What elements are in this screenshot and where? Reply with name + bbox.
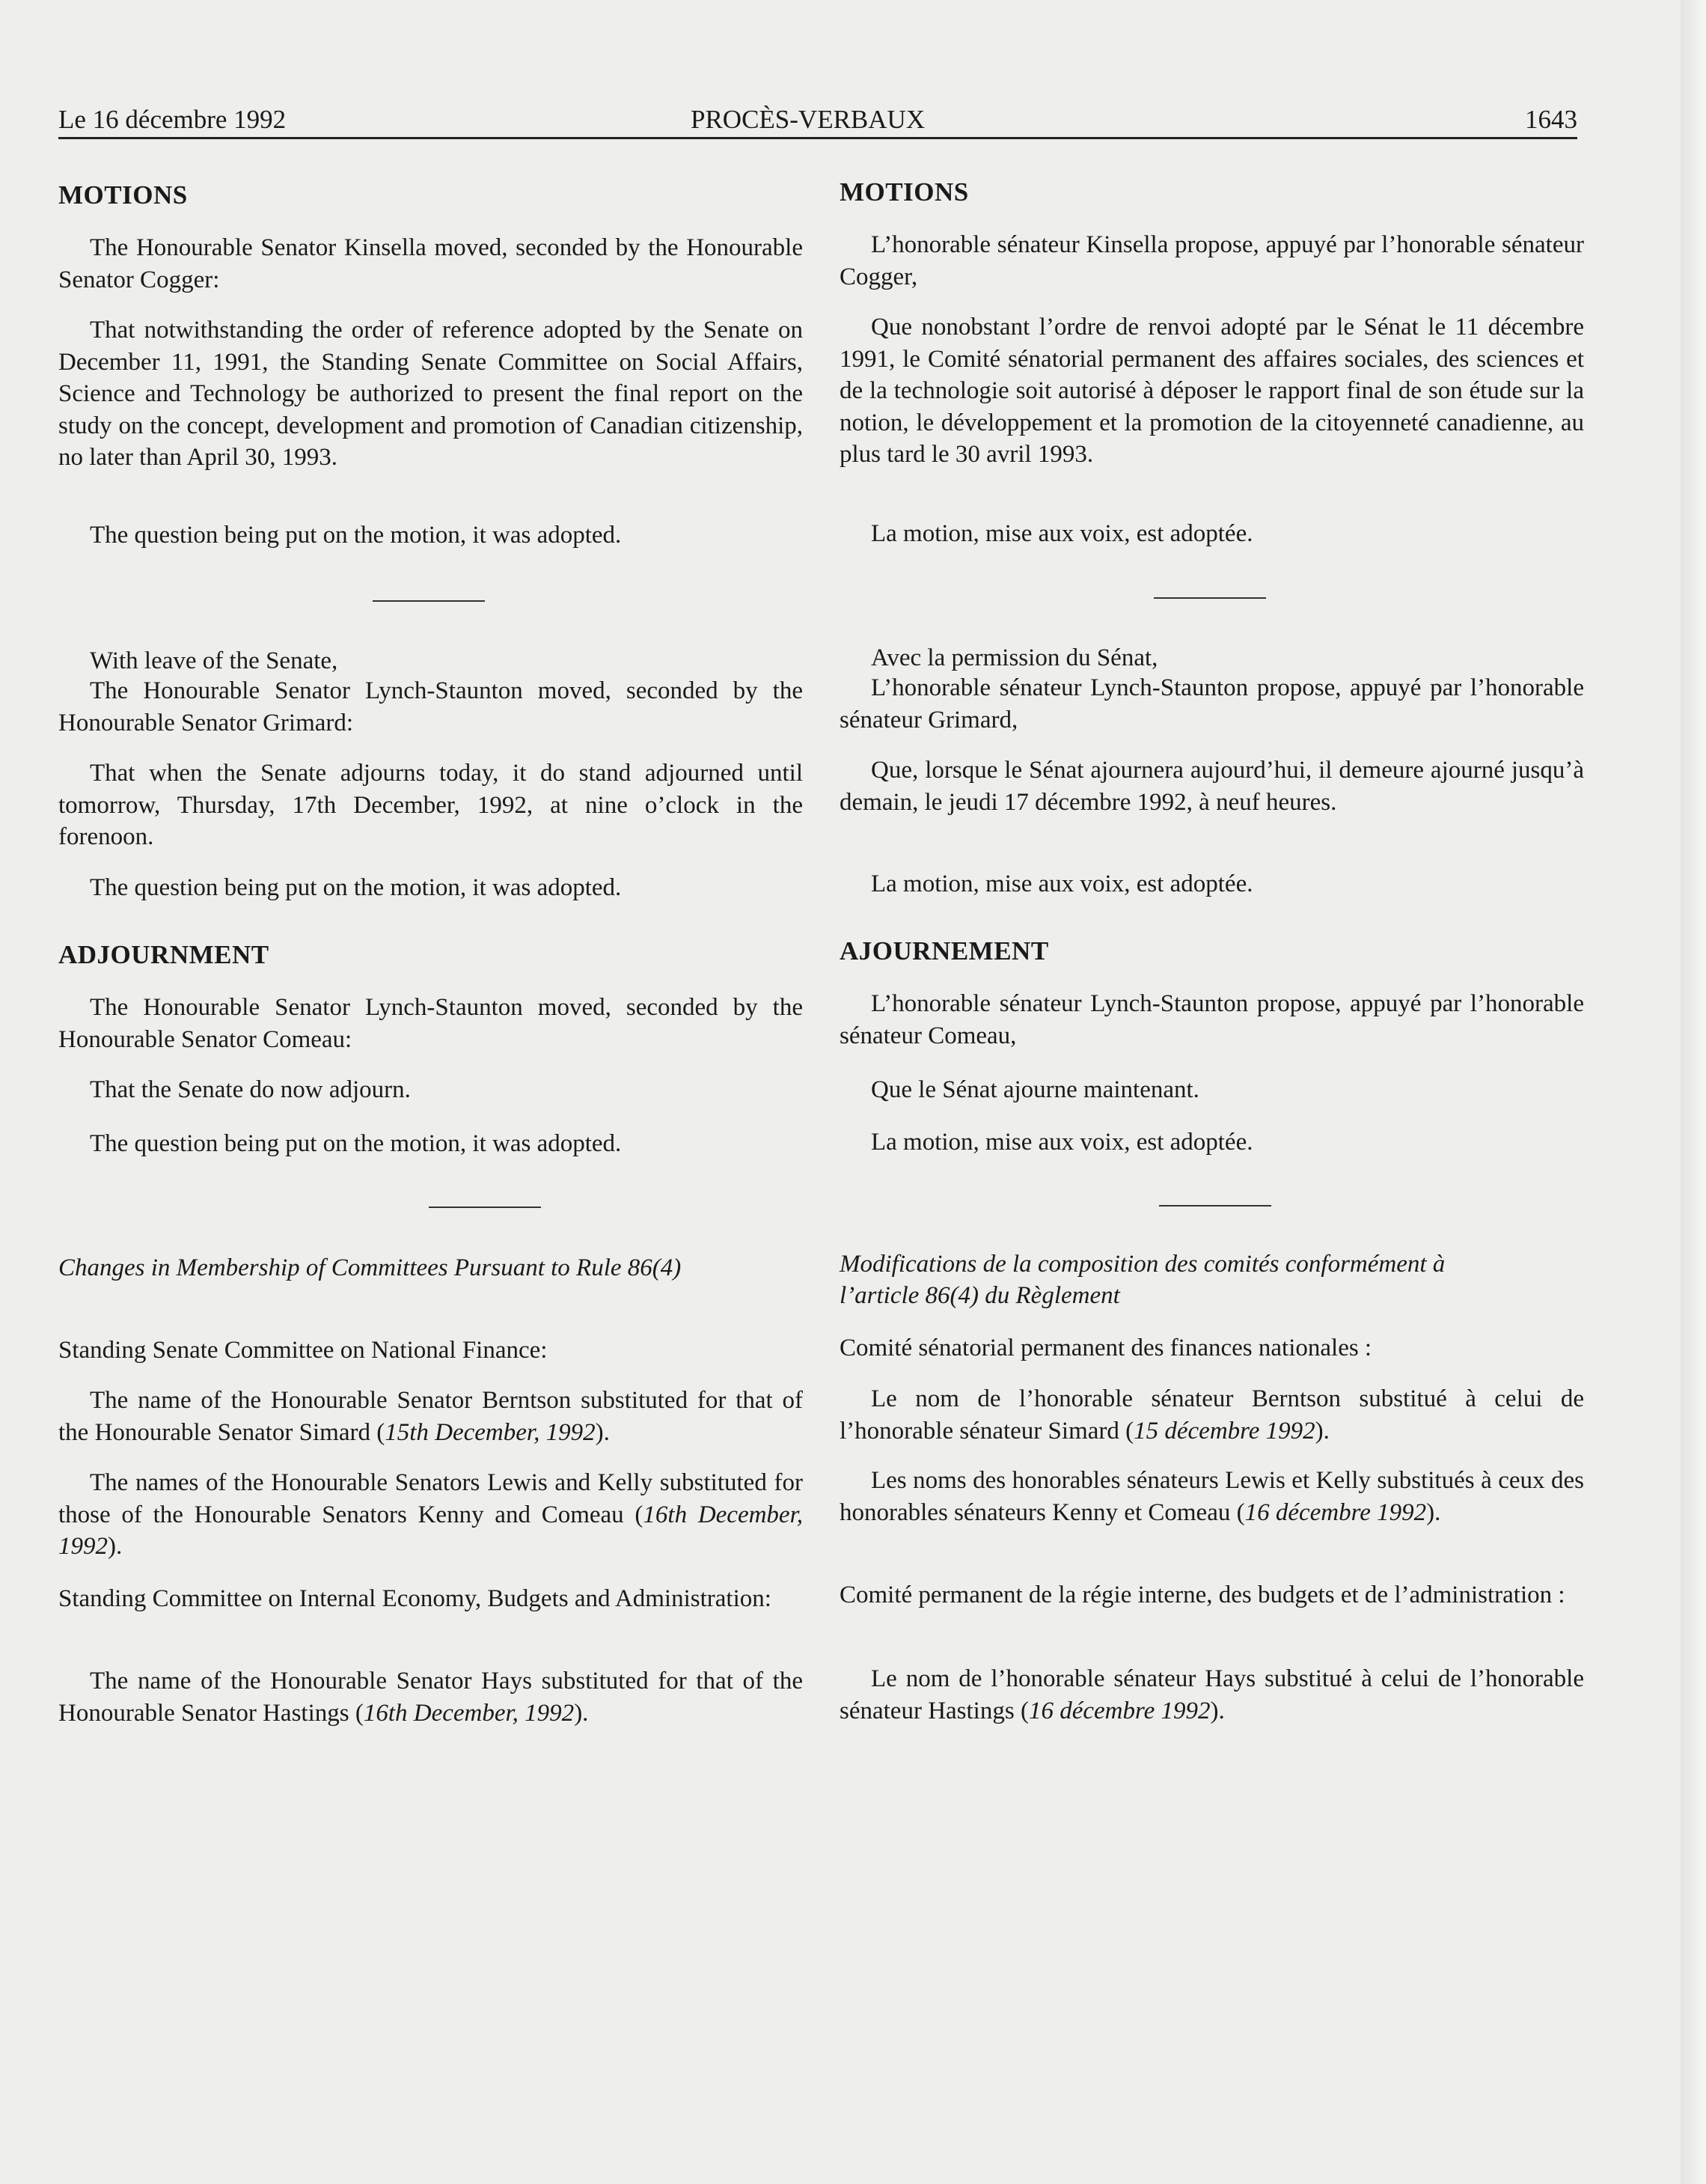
- adj-moved-fr: L’honorable sénateur Lynch-Staunton propose, appuyé par l’honorable sénateur Comeau,: [840, 990, 1584, 1049]
- kinsella-motion-fr: Que nonobstant l’ordre de renvoi adopté par le Sénat le 11 décembre 1991, le Comité sénatorial permanent des affaires sociales, des sciences et de la technologie soit autorisé à déposer le rapport final de son étude sur la notion, le développement et la promotion de la citoyenneté canadienne, au plus tard le 30 avril 1993.: [840, 314, 1584, 468]
- lewis-date-en: 16th December, 1992: [58, 1501, 803, 1560]
- question-1-en: The question being put on the motion, it was adopted.: [90, 522, 622, 549]
- header-title: PROCÈS-VERBAUX: [691, 105, 926, 134]
- page-edge: [1681, 0, 1706, 2184]
- lynch-motion-fr: Que, lorsque le Sénat ajournera aujourd’hui, il demeure ajourné jusqu’à demain, le jeudi 17 décembre 1992, à neuf heures.: [840, 757, 1584, 816]
- section-rule-fr-1: [1154, 597, 1266, 599]
- lewis-date-fr: 16 décembre 1992: [1244, 1498, 1427, 1526]
- english-column: [58, 0, 803, 1796]
- changes-heading-en: Changes in Membership of Committees Pursuant to Rule 86(4): [58, 1254, 682, 1281]
- leave-en: With leave of the Senate,: [90, 647, 338, 674]
- leave-fr: Avec la permission du Sénat,: [871, 644, 1158, 671]
- adj-motion-fr: Que le Sénat ajourne maintenant.: [871, 1076, 1199, 1103]
- motions-heading-en: MOTIONS: [58, 180, 188, 210]
- section-rule-fr-2: [1159, 1205, 1271, 1207]
- berntson-date-fr: 15 décembre 1992: [1134, 1417, 1315, 1445]
- lewis-kelly-en: The names of the Honourable Senators Lewis and Kelly substituted for those of the Honourable Senators Kenny and Comeau (16th December, 1992).: [58, 1469, 803, 1560]
- hays-en: The name of the Honourable Senator Hays substituted for that of the Honourable Senator Hastings (16th December, 1992).: [58, 1668, 803, 1727]
- adj-motion-en: That the Senate do now adjourn.: [90, 1076, 411, 1103]
- section-rule-en-1: [373, 600, 485, 602]
- internal-committee-fr: Comité permanent de la régie interne, des budgets et de l’administration :: [840, 1581, 1565, 1608]
- kinsella-moved-en: The Honourable Senator Kinsella moved, seconded by the Honourable Senator Cogger:: [58, 234, 803, 293]
- adjournment-heading-en: ADJOURNMENT: [58, 940, 269, 969]
- berntson-fr: Le nom de l’honorable sénateur Berntson substitué à celui de l’honorable sénateur Simard (15 décembre 1992).: [840, 1385, 1584, 1445]
- motions-heading-fr: MOTIONS: [840, 177, 969, 207]
- question-1-fr: La motion, mise aux voix, est adoptée.: [871, 520, 1253, 547]
- question-2-fr: La motion, mise aux voix, est adoptée.: [871, 870, 1253, 897]
- page-number: 1643: [1525, 105, 1577, 134]
- kinsella-motion-en: That notwithstanding the order of reference adopted by the Senate on December 11, 1991, the Standing Senate Committee on Social Affairs, Science and Technology be authorized to present the final report on the study on the concept, development and promotion of Canadian citizenship, no later than April 30, 1993.: [58, 317, 803, 471]
- adjournment-heading-fr: AJOURNEMENT: [840, 936, 1049, 966]
- question-2-en: The question being put on the motion, it was adopted.: [90, 874, 622, 901]
- berntson-en: The name of the Honourable Senator Berntson substituted for that of the Honourable Senator Simard (15th December, 1992).: [58, 1387, 803, 1446]
- kinsella-moved-fr: L’honorable sénateur Kinsella propose, appuyé par l’honorable sénateur Cogger,: [840, 231, 1584, 290]
- hays-date-fr: 16 décembre 1992: [1028, 1697, 1211, 1724]
- question-3-en: The question being put on the motion, it was adopted.: [90, 1130, 622, 1157]
- hays-fr: Le nom de l’honorable sénateur Hays substitué à celui de l’honorable sénateur Hastings (16 décembre 1992).: [840, 1665, 1584, 1724]
- hays-date-en: 16th December, 1992: [363, 1699, 575, 1727]
- lynch-moved-fr: L’honorable sénateur Lynch-Staunton propose, appuyé par l’honorable sénateur Grimard,: [840, 674, 1584, 733]
- french-column: [840, 0, 1584, 1796]
- berntson-date-en: 15th December, 1992: [385, 1418, 596, 1446]
- lynch-moved-en: The Honourable Senator Lynch-Staunton moved, seconded by the Honourable Senator Grimard:: [58, 677, 803, 736]
- finance-committee-en: Standing Senate Committee on National Finance:: [58, 1337, 548, 1364]
- header-date: Le 16 décembre 1992: [58, 105, 287, 134]
- changes-heading-fr-line1: Modifications de la composition des comités conformément à: [840, 1251, 1446, 1278]
- adj-moved-en: The Honourable Senator Lynch-Staunton moved, seconded by the Honourable Senator Comeau:: [58, 994, 803, 1053]
- lewis-kelly-fr: Les noms des honorables sénateurs Lewis et Kelly substitués à ceux des honorables sénateurs Kenny et Comeau (16 décembre 1992).: [840, 1467, 1584, 1526]
- changes-heading-fr-line2: l’article 86(4) du Règlement: [840, 1282, 1120, 1309]
- question-3-fr: La motion, mise aux voix, est adoptée.: [871, 1129, 1253, 1156]
- section-rule-en-2: [429, 1207, 541, 1208]
- internal-committee-en: Standing Committee on Internal Economy, Budgets and Administration:: [58, 1585, 771, 1612]
- finance-committee-fr: Comité sénatorial permanent des finances nationales :: [840, 1335, 1372, 1361]
- lynch-motion-en: That when the Senate adjourns today, it do stand adjourned until tomorrow, Thursday, 17th December, 1992, at nine o’clock in the forenoon.: [58, 760, 803, 850]
